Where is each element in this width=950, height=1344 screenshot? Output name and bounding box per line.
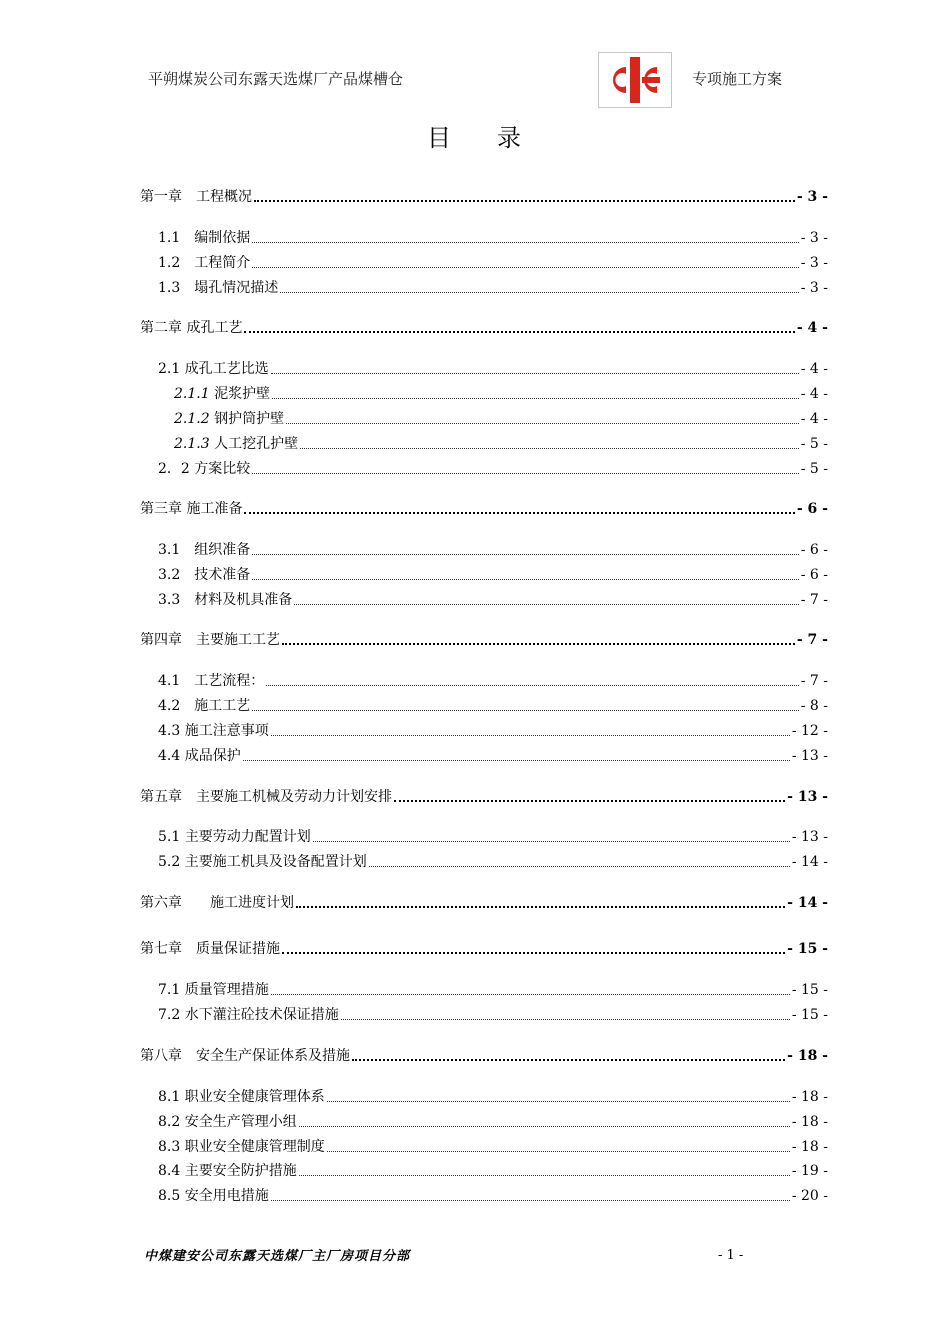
- toc-page-number: - 18 -: [787, 1048, 828, 1064]
- toc-entry-label: 3.2 技术准备: [158, 567, 251, 583]
- page-header-right: 专项施工方案: [692, 70, 783, 88]
- toc-page-number: - 8 -: [800, 698, 828, 714]
- toc-section-entry[interactable]: [140, 539, 828, 559]
- toc-entry-number: 2.1.2: [174, 411, 210, 427]
- dot-leader: [254, 200, 795, 202]
- toc-section-entry[interactable]: [140, 383, 828, 403]
- toc-entry-label: 第三章 施工准备: [140, 501, 243, 517]
- dot-leader: [252, 579, 798, 580]
- dot-leader: [394, 800, 785, 802]
- toc-entry-label: [174, 435, 298, 453]
- toc-entry-label: 3.1 组织准备: [158, 542, 251, 558]
- toc-page-number: - 5 -: [800, 436, 828, 452]
- toc-chapter-entry[interactable]: [140, 498, 828, 518]
- page-footer-left: 中煤建安公司东露天选煤厂主厂房项目分部: [144, 1249, 411, 1264]
- toc-page-number: - 20 -: [791, 1188, 828, 1204]
- dot-leader: [243, 760, 790, 761]
- toc-page-number: - 15 -: [787, 941, 828, 957]
- toc-section-entry[interactable]: [140, 745, 828, 765]
- toc-page-number: - 3 -: [800, 230, 828, 246]
- toc-entry-label: 8.1 职业安全健康管理体系: [158, 1089, 325, 1105]
- toc-section-entry[interactable]: [140, 408, 828, 428]
- toc-section-entry[interactable]: [140, 1136, 828, 1156]
- dot-leader: [313, 841, 790, 842]
- toc-page-number: - 14 -: [787, 895, 828, 911]
- toc-entry-label: 第一章 工程概况: [140, 189, 252, 205]
- toc-section-entry[interactable]: [140, 277, 828, 297]
- toc-page-number: - 5 -: [800, 461, 828, 477]
- toc-entry-text: 人工挖孔护壁: [209, 436, 299, 452]
- toc-section-entry[interactable]: [140, 1160, 828, 1180]
- toc-page-number: - 19 -: [791, 1163, 828, 1179]
- toc-entry-label: 4.4 成品保护: [158, 748, 241, 764]
- dot-leader: [271, 1200, 790, 1201]
- dot-leader: [272, 398, 799, 399]
- dot-leader: [252, 242, 798, 243]
- toc-section-entry[interactable]: [140, 1004, 828, 1024]
- toc-entry-number: 2.1.1: [174, 386, 210, 402]
- dot-leader: [299, 1175, 790, 1176]
- toc-page-number: - 3 -: [796, 189, 828, 205]
- toc-page-number: - 7 -: [800, 592, 828, 608]
- toc-page-number: - 7 -: [800, 673, 828, 689]
- toc-section-entry[interactable]: [140, 851, 828, 871]
- toc-page-number: - 4 -: [800, 386, 828, 402]
- toc-page-number: - 18 -: [791, 1114, 828, 1130]
- toc-entry-label: 8.2 安全生产管理小组: [158, 1114, 297, 1130]
- dot-leader: [252, 710, 798, 711]
- toc-section-entry[interactable]: [140, 979, 828, 999]
- toc-entry-label: [174, 410, 284, 428]
- toc-section-entry[interactable]: [140, 458, 828, 478]
- dot-leader: [300, 448, 799, 449]
- page-number: - 1 -: [718, 1248, 744, 1263]
- toc-entry-label: 5.1 主要劳动力配置计划: [158, 829, 311, 845]
- toc-section-entry[interactable]: [140, 358, 828, 378]
- toc-page-number: - 4 -: [800, 361, 828, 377]
- dot-leader: [294, 604, 798, 605]
- dot-leader: [352, 1059, 785, 1061]
- toc-entry-label: 第八章 安全生产保证体系及措施: [140, 1048, 350, 1064]
- dot-leader: [271, 735, 790, 736]
- toc-section-entry[interactable]: [140, 720, 828, 740]
- toc-page-number: - 4 -: [800, 411, 828, 427]
- toc-page-number: - 13 -: [791, 748, 828, 764]
- dot-leader: [282, 952, 785, 954]
- toc-page-number: - 6 -: [800, 542, 828, 558]
- toc-page-number: - 4 -: [796, 320, 828, 336]
- toc-section-entry[interactable]: [140, 589, 828, 609]
- dot-leader: [280, 292, 798, 293]
- toc-section-entry[interactable]: [140, 564, 828, 584]
- toc-section-entry[interactable]: [140, 252, 828, 272]
- toc-entry-label: 4.1 工艺流程：: [158, 673, 265, 689]
- dot-leader: [299, 1126, 790, 1127]
- toc-entry-text: 钢护筒护壁: [209, 411, 285, 427]
- dot-leader: [244, 512, 794, 514]
- toc-page-number: - 18 -: [791, 1089, 828, 1105]
- dot-leader: [266, 685, 798, 686]
- toc-chapter-entry[interactable]: [140, 186, 828, 206]
- toc-section-entry[interactable]: [140, 227, 828, 247]
- dot-leader: [282, 643, 795, 645]
- toc-entry-number: 2.1.3: [174, 436, 210, 452]
- toc-entry-text: 泥浆护壁: [209, 386, 271, 402]
- toc-section-entry[interactable]: [140, 695, 828, 715]
- toc-chapter-entry[interactable]: [140, 938, 828, 958]
- toc-entry-label: 4.3 施工注意事项: [158, 723, 269, 739]
- toc-entry-label: 5.2 主要施工机具及设备配置计划: [158, 854, 367, 870]
- toc-entry-label: 第六章 施工进度计划: [140, 895, 294, 911]
- toc-entry-label: 第四章 主要施工工艺: [140, 632, 280, 648]
- toc-title-char-2: 录: [497, 124, 523, 152]
- toc-entry-label: 1.2 工程简介: [158, 255, 251, 271]
- toc-page-number: - 12 -: [791, 723, 828, 739]
- toc-entry-label: 1.1 编制依据: [158, 230, 251, 246]
- dot-leader: [252, 554, 798, 555]
- dot-leader: [327, 1101, 790, 1102]
- toc-page-number: - 13 -: [787, 789, 828, 805]
- toc-section-entry[interactable]: [140, 826, 828, 846]
- toc-entry-label: 1.3 塌孔情况描述: [158, 280, 279, 296]
- toc-title-char-1: 目: [427, 124, 453, 152]
- toc-page-number: - 15 -: [791, 1007, 828, 1023]
- toc-section-entry[interactable]: [140, 433, 828, 453]
- toc-page-number: - 13 -: [791, 829, 828, 845]
- toc-entry-label: 8.5 安全用电措施: [158, 1188, 269, 1204]
- toc-section-entry[interactable]: [140, 670, 828, 690]
- dot-leader: [341, 1019, 790, 1020]
- toc-entry-label: 7.2 水下灌注砼技术保证措施: [158, 1007, 339, 1023]
- toc-page-number: - 3 -: [800, 280, 828, 296]
- toc-entry-label: 2.1 成孔工艺比选: [158, 361, 269, 377]
- toc-entry-label: 4.2 施工工艺: [158, 698, 251, 714]
- dot-leader: [252, 267, 798, 268]
- dot-leader: [286, 423, 799, 424]
- toc-chapter-entry[interactable]: [140, 317, 828, 337]
- toc-chapter-entry[interactable]: [140, 1045, 828, 1065]
- toc-section-entry[interactable]: [140, 1111, 828, 1131]
- toc-page-number: - 6 -: [796, 501, 828, 517]
- toc-chapter-entry[interactable]: [140, 629, 828, 649]
- toc-entry-label: 8.4 主要安全防护措施: [158, 1163, 297, 1179]
- toc-entry-label: 第二章 成孔工艺: [140, 320, 243, 336]
- dot-leader: [244, 331, 794, 333]
- toc-chapter-entry[interactable]: [140, 892, 828, 912]
- table-of-contents: [140, 0, 828, 1344]
- toc-entry-label: 第七章 质量保证措施: [140, 941, 280, 957]
- toc-entry-label: [174, 385, 270, 403]
- toc-page-number: - 7 -: [796, 632, 828, 648]
- toc-entry-label: 7.1 质量管理措施: [158, 982, 269, 998]
- page-header-left: 平朔煤炭公司东露天选煤厂产品煤槽仓: [148, 70, 404, 88]
- toc-page-number: - 3 -: [800, 255, 828, 271]
- toc-entry-label: 第五章 主要施工机械及劳动力计划安排: [140, 789, 392, 805]
- toc-page-number: - 14 -: [791, 854, 828, 870]
- dot-leader: [296, 906, 785, 908]
- toc-page-number: - 15 -: [791, 982, 828, 998]
- dot-leader: [271, 994, 790, 995]
- toc-section-entry[interactable]: [140, 1185, 828, 1205]
- toc-chapter-entry[interactable]: [140, 786, 828, 806]
- dot-leader: [369, 866, 790, 867]
- dot-leader: [327, 1151, 790, 1152]
- toc-entry-label: 3.3 材料及机具准备: [158, 592, 293, 608]
- toc-page-number: - 6 -: [800, 567, 828, 583]
- toc-page-number: - 18 -: [791, 1139, 828, 1155]
- toc-entry-label: 8.3 职业安全健康管理制度: [158, 1139, 325, 1155]
- dot-leader: [271, 373, 799, 374]
- toc-entry-label: 2．2 方案比较: [158, 461, 251, 477]
- dot-leader: [252, 473, 798, 474]
- toc-section-entry[interactable]: [140, 1086, 828, 1106]
